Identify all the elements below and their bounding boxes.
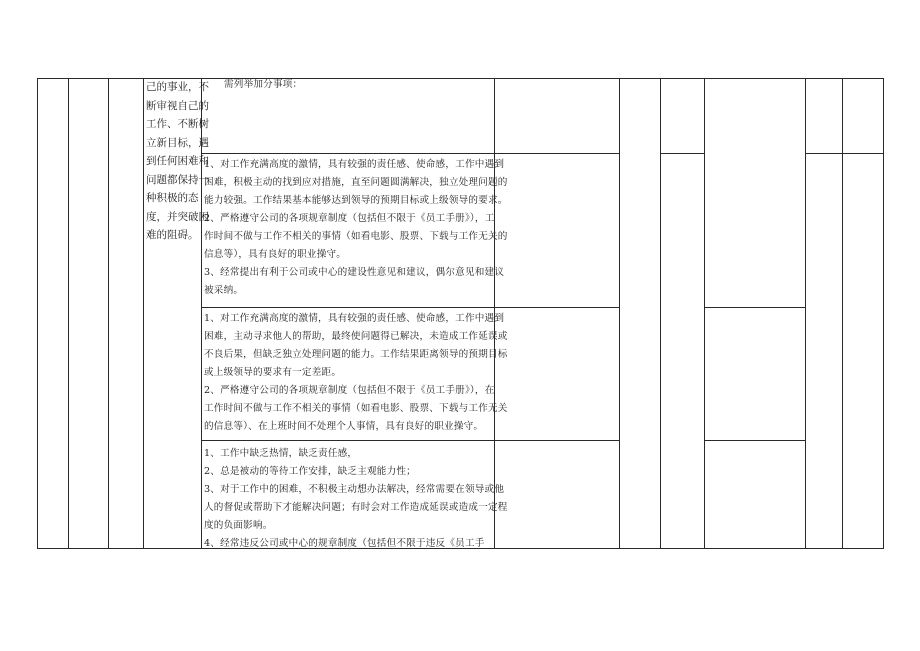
- level-b-line: 困难，主动寻求他人的帮助，最终使问题得已解决，未造成工作延误或: [204, 331, 508, 342]
- level-b-line: 或上级领导的要求有一定差距。: [204, 367, 342, 378]
- level-b-line: 1、对工作充满高度的激情，具有较强的责任感、使命感，工作中遇到: [204, 313, 505, 324]
- criteria-line: 难的阻碍。: [146, 229, 199, 241]
- level-a-line: 困难，积极主动的找到应对措施，直至问题圆满解决，独立处理问题的: [204, 177, 508, 188]
- criteria-line: 问题都保持一: [146, 173, 209, 186]
- row-divider-right-b: [704, 440, 806, 441]
- column-divider: [143, 78, 144, 548]
- column-divider: [805, 78, 806, 548]
- level-c-line: 3、对于工作中的困难，不积极主动想办法解决，经常需要在领导或他: [204, 484, 505, 495]
- column-divider: [660, 78, 661, 548]
- criteria-line: 断审视自己的: [146, 99, 209, 112]
- table-border-right: [883, 78, 884, 548]
- criteria-line: 己的事业，不: [146, 81, 209, 93]
- criteria-line: 到任何困难和: [146, 155, 209, 167]
- level-c-line: 1、工作中缺乏热情，缺乏责任感，: [204, 448, 358, 459]
- row-divider-right-top: [660, 153, 705, 154]
- level-c-line: 人的督促或帮助下才能解决问题；有时会对工作造成延误或造成一定程: [204, 502, 508, 513]
- level-a-line: 2、严格遵守公司的各项规章制度（包括但不限于《员工手册》），工: [204, 213, 495, 224]
- level-b-line: 的信息等）、在上班时间不处理个人事情，具有良好的职业操守。: [204, 421, 484, 432]
- column-divider: [68, 78, 69, 548]
- row-divider-right-top: [805, 153, 884, 154]
- level-c-line: 度的负面影响。: [204, 520, 273, 531]
- level-c-line: 4、经常违反公司或中心的规章制度（包括但不限于违反《员工手: [204, 538, 485, 549]
- level-b-line: 2、严格遵守公司的各项规章制度（包括但不限于《员工手册》），在: [204, 385, 495, 396]
- table-border-left: [37, 78, 38, 548]
- level-a-line: 3、经常提出有利于公司或中心的建设性意见和建议，偶尔意见和建议: [204, 267, 505, 278]
- level-b-line: 工作时间不做与工作不相关的事情（如看电影、股票、下载与工作无关: [204, 403, 508, 414]
- level-a-line: 信息等），具有良好的职业操守。: [204, 249, 347, 260]
- level-c-line: 2、总是被动的等待工作安排，缺乏主观能力性；: [204, 466, 416, 477]
- criteria-line: 种积极的态: [146, 192, 199, 204]
- level-a-line: 作时间不做与工作不相关的事情（如看电影、股票、下载与工作无关的: [204, 231, 508, 242]
- column-divider: [108, 78, 109, 548]
- criteria-line: 工作、不断树: [146, 118, 209, 130]
- column-divider: [619, 78, 620, 548]
- level-a-line: 1、对工作充满高度的激情，具有较强的责任感、使命感，工作中遇到: [204, 159, 505, 170]
- criteria-line: 度，并突破困: [146, 210, 209, 223]
- column-divider: [704, 78, 705, 548]
- level-a-line: 被采纳。: [204, 285, 244, 296]
- row-divider-level-b: [201, 440, 619, 441]
- criteria-line: 立新目标，遇: [146, 136, 209, 149]
- level-a-line: 能力较强。工作结果基本能够达到领导的预期目标或上级领导的要求。: [204, 195, 508, 206]
- criteria-description: [146, 78, 209, 245]
- row-divider-right-a: [704, 307, 806, 308]
- column-divider: [842, 78, 843, 548]
- bonus-items-header: 需列举加分事项：: [224, 79, 303, 90]
- row-divider-bonus: [201, 153, 619, 154]
- level-b-line: 不良后果，但缺乏独立处理问题的能力。工作结果距离领导的预期目标: [204, 349, 508, 360]
- row-divider-level-a: [201, 307, 619, 308]
